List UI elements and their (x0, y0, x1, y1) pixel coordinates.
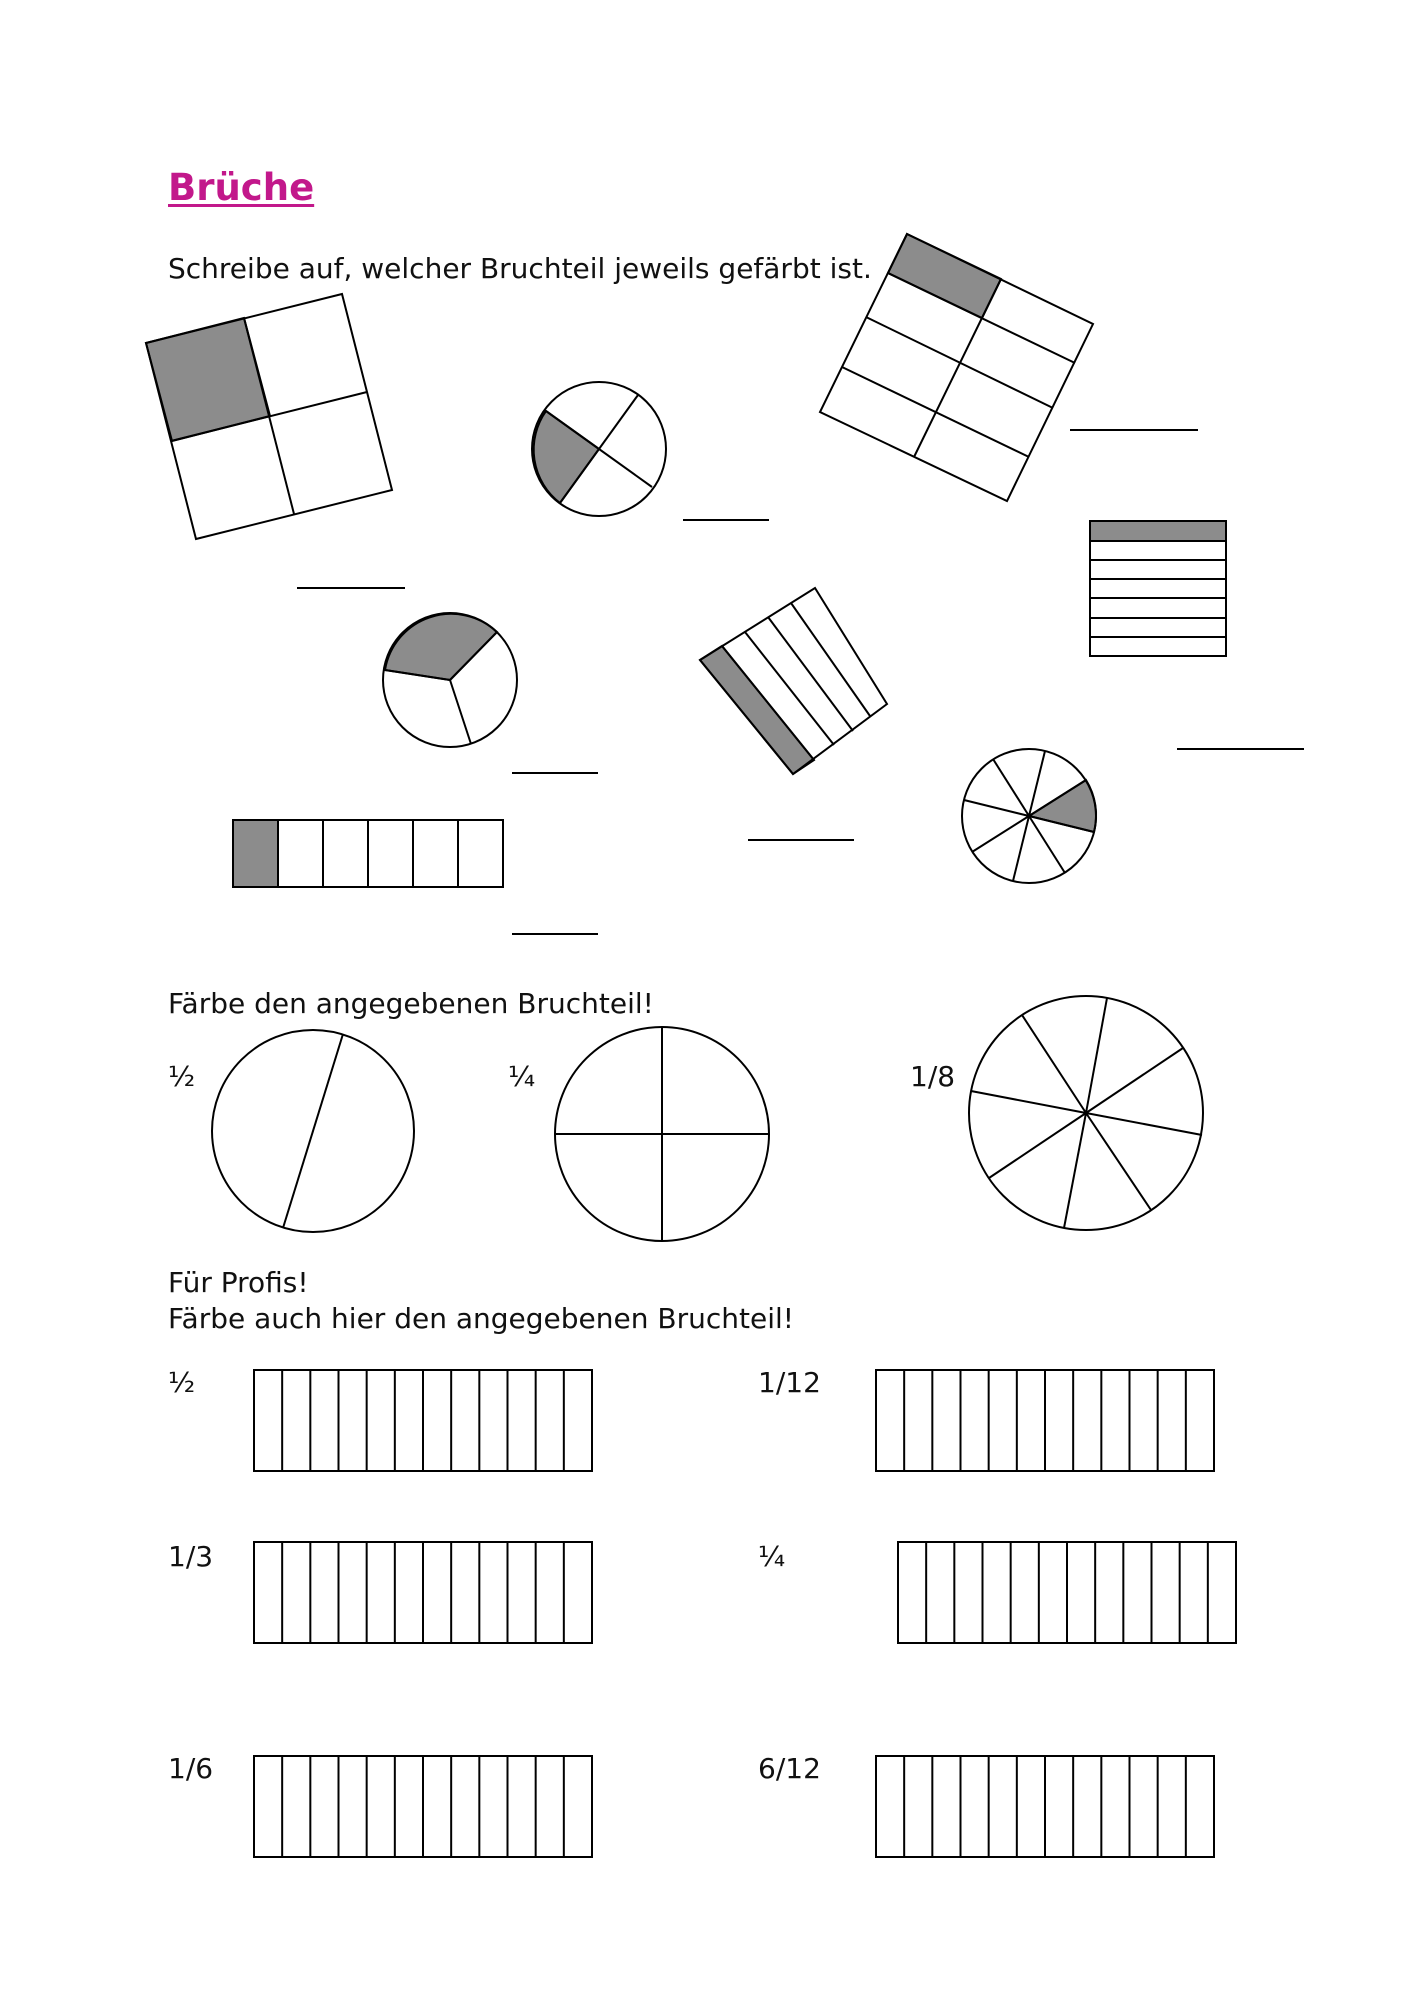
color-bar-1[interactable] (254, 1370, 592, 1471)
fraction-label-half: ½ (168, 1060, 196, 1093)
profis-label-1: ½ (168, 1366, 196, 1399)
color-circle-quarter[interactable] (555, 1027, 769, 1241)
figure-circle-quarters (532, 382, 666, 516)
figure-bar-sixths (233, 820, 503, 887)
fraction-label-quarter: ¼ (508, 1060, 536, 1093)
profis-bars (254, 1370, 1236, 1857)
color-circle-eighths[interactable] (969, 996, 1203, 1230)
instruction-color: Färbe den angegebenen Bruchteil! (168, 987, 654, 1020)
profis-label-2: 1/12 (758, 1366, 821, 1399)
profis-heading: Für Profis! (168, 1266, 309, 1299)
fraction-label-eighth: 1/8 (910, 1060, 956, 1093)
color-bar-3[interactable] (254, 1542, 592, 1643)
instruction-color-profis: Färbe auch hier den angegebenen Bruchteil! (168, 1302, 794, 1335)
profis-label-6: 6/12 (758, 1752, 821, 1785)
figure-circle-eighths (962, 749, 1096, 883)
figure-square-quarters (146, 294, 392, 539)
figure-circle-thirds (383, 613, 517, 747)
color-bar-4[interactable] (898, 1542, 1236, 1643)
color-bar-2[interactable] (876, 1370, 1214, 1471)
figure-grid-eighths (820, 234, 1093, 501)
color-circle-half[interactable] (212, 1030, 414, 1232)
figure-rotated-strips (700, 588, 887, 774)
color-bar-5[interactable] (254, 1756, 592, 1857)
profis-label-4: ¼ (758, 1540, 786, 1573)
instruction-write: Schreibe auf, welcher Bruchteil jeweils gefärbt ist. (168, 252, 872, 285)
profis-label-3: 1/3 (168, 1540, 214, 1573)
page-title: Brüche (168, 166, 315, 209)
color-bar-6[interactable] (876, 1756, 1214, 1857)
profis-label-5: 1/6 (168, 1752, 214, 1785)
figure-stripes (1090, 521, 1226, 656)
